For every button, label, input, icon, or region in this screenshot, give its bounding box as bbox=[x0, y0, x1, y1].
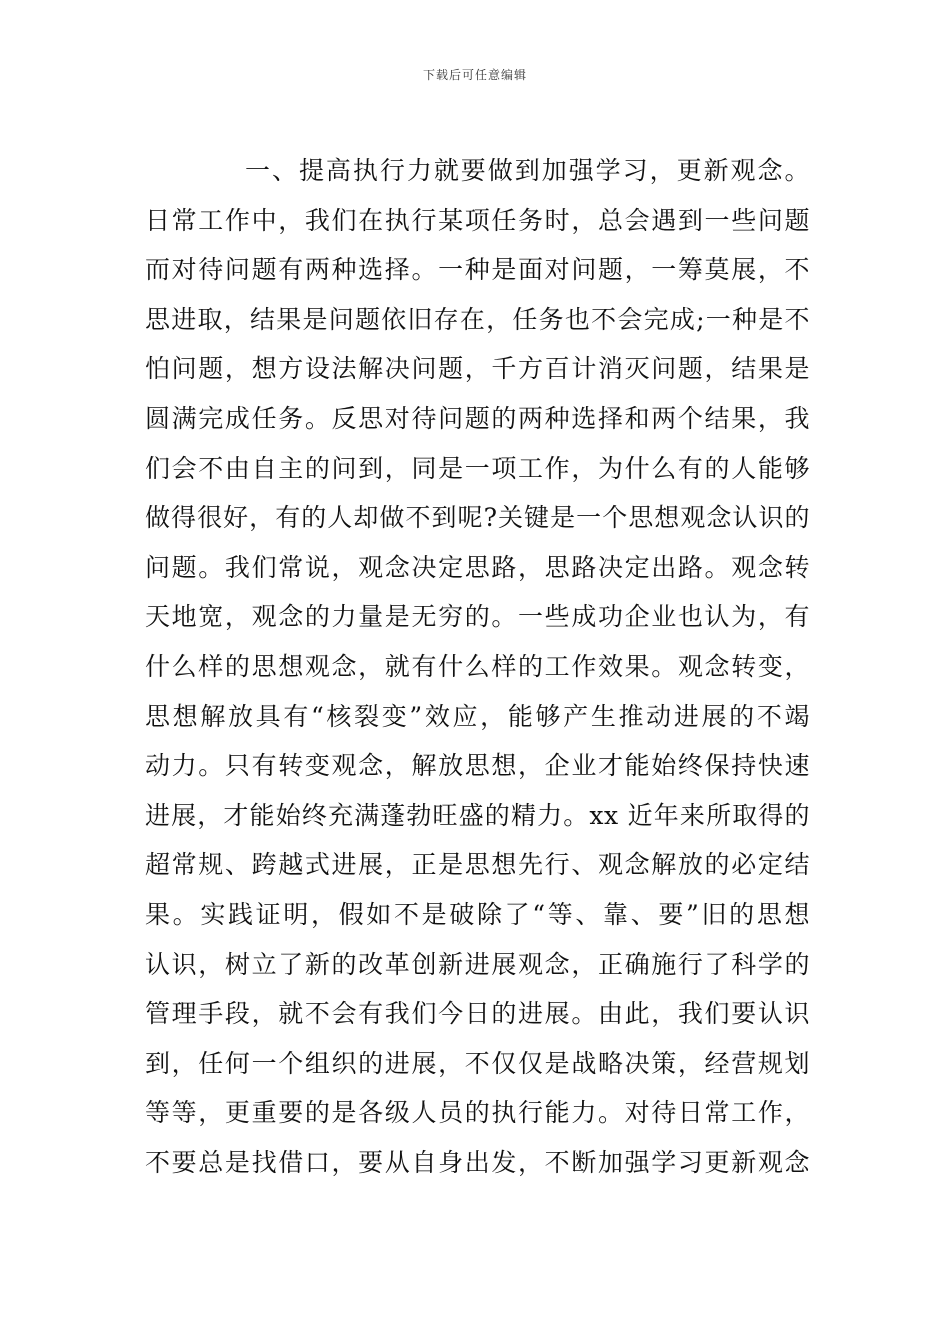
paragraph-line: 怕问题，想方设法解决问题，千方百计消灭问题，结果是 bbox=[145, 354, 810, 384]
paragraph-line: 超常规、跨越式进展，正是思想先行、观念解放的必定结 bbox=[145, 850, 810, 880]
paragraph-line: 做得很好，有的人却做不到呢?关键是一个思想观念认识的 bbox=[145, 503, 810, 533]
paragraph-line: 问题。我们常说，观念决定思路，思路决定出路。观念转 bbox=[145, 552, 810, 582]
paragraph-line: 等等，更重要的是各级人员的执行能力。对待日常工作， bbox=[145, 1098, 810, 1128]
body-paragraph bbox=[145, 146, 810, 1187]
paragraph-line: 而对待问题有两种选择。一种是面对问题，一筹莫展，不 bbox=[145, 255, 810, 285]
paragraph-line: 圆满完成任务。反思对待问题的两种选择和两个结果，我 bbox=[145, 403, 810, 433]
paragraph-line: 管理手段，就不会有我们今日的进展。由此，我们要认识 bbox=[145, 999, 810, 1029]
paragraph-line: 思想解放具有“核裂变”效应，能够产生推动进展的不竭 bbox=[145, 701, 810, 731]
paragraph-line: 到，任何一个组织的进展，不仅仅是战略决策，经营规划 bbox=[145, 1048, 810, 1078]
paragraph-line: 果。实践证明，假如不是破除了“等、靠、要”旧的思想 bbox=[145, 899, 810, 929]
paragraph-line: 天地宽，观念的力量是无穷的。一些成功企业也认为，有 bbox=[145, 602, 810, 632]
paragraph-line: 什么样的思想观念，就有什么样的工作效果。观念转变， bbox=[145, 651, 810, 681]
paragraph-line: 进展，才能始终充满蓬勃旺盛的精力。xx 近年来所取得的 bbox=[145, 800, 810, 830]
paragraph-line: 不要总是找借口，要从自身出发，不断加强学习更新观念 bbox=[145, 1147, 810, 1177]
header-note: 下载后可任意编辑 bbox=[422, 68, 527, 82]
paragraph-line: 认识，树立了新的改革创新进展观念，正确施行了科学的 bbox=[145, 949, 810, 979]
paragraph-line: 们会不由自主的问到，同是一项工作，为什么有的人能够 bbox=[145, 453, 810, 483]
paragraph-line: 动力。只有转变观念，解放思想，企业才能始终保持快速 bbox=[145, 751, 810, 781]
paragraph-line: 思进取，结果是问题依旧存在，任务也不会完成;一种是不 bbox=[145, 304, 810, 334]
paragraph-line: 日常工作中，我们在执行某项任务时，总会遇到一些问题 bbox=[145, 205, 810, 235]
paragraph-line: 一、提高执行力就要做到加强学习，更新观念。 bbox=[245, 156, 810, 185]
